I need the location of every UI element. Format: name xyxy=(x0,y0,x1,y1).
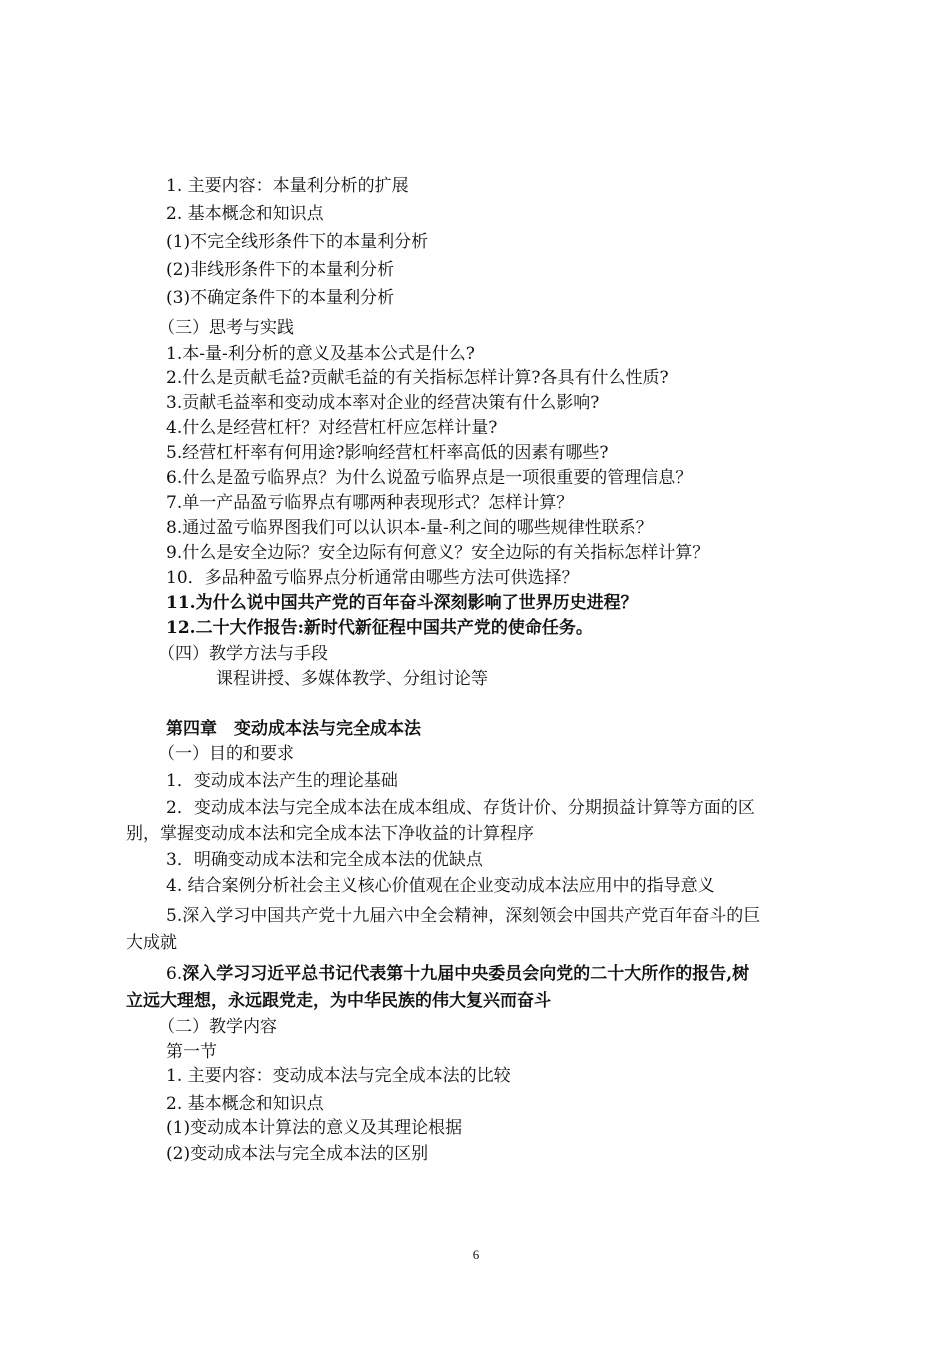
goal-bold-text: 深入学习习近平总书记代表第十九届中央委员会向党的二十大所作的报告,树 xyxy=(182,964,750,984)
main-content-item: 1. 主要内容：本量利分析的扩展 xyxy=(166,176,409,196)
practice-question: 6.什么是盈亏临界点？为什么说盈亏临界点是一项很重要的管理信息？ xyxy=(166,468,693,488)
goal-number: 6. xyxy=(166,964,183,984)
concept-sub-item: (1)不完全线形条件下的本量利分析 xyxy=(166,232,429,252)
methods-content: 课程讲授、多媒体教学、分组讨论等 xyxy=(216,669,488,689)
goal-item: 1．变动成本法产生的理论基础 xyxy=(166,771,398,791)
concepts-item: 2. 基本概念和知识点 xyxy=(166,1094,324,1114)
practice-question: 1.本-量-利分析的意义及基本公式是什么? xyxy=(166,344,475,364)
concept-sub-item: (3)不确定条件下的本量利分析 xyxy=(166,288,395,308)
content-heading: （二）教学内容 xyxy=(158,1017,277,1037)
goal-item-continuation: 立远大理想，永远跟党走，为中华民族的伟大复兴而奋斗 xyxy=(126,991,551,1011)
goals-heading: （一）目的和要求 xyxy=(158,744,294,764)
goal-item-continuation: 大成就 xyxy=(126,933,177,953)
goal-item: 2．变动成本法与完全成本法在成本组成、存货计价、分期损益计算等方面的区 xyxy=(166,798,755,818)
chapter-title: 第四章 变动成本法与完全成本法 xyxy=(166,719,421,739)
practice-question: 4.什么是经营杠杆？对经营杠杆应怎样计量? xyxy=(166,418,498,438)
practice-question: 3.贡献毛益率和变动成本率对企业的经营决策有什么影响? xyxy=(166,393,600,413)
goal-item: 4. 结合案例分析社会主义核心价值观在企业变动成本法应用中的指导意义 xyxy=(166,876,715,896)
practice-question: 5.经营杠杆率有何用途?影响经营杠杆率高低的因素有哪些? xyxy=(166,443,609,463)
main-content-item: 1. 主要内容：变动成本法与完全成本法的比较 xyxy=(166,1066,511,1086)
section-heading: 第一节 xyxy=(166,1042,217,1062)
practice-question: 11.为什么说中国共产党的百年奋斗深刻影响了世界历史进程？ xyxy=(166,593,638,613)
concept-sub-item: (2)变动成本法与完全成本法的区别 xyxy=(166,1144,429,1164)
practice-heading: （三）思考与实践 xyxy=(158,318,294,338)
concept-sub-item: (2)非线形条件下的本量利分析 xyxy=(166,260,395,280)
practice-question: 7.单一产品盈亏临界点有哪两种表现形式？怎样计算？ xyxy=(166,493,574,513)
goal-item: 5.深入学习中国共产党十九届六中全会精神，深刻领会中国共产党百年奋斗的巨 xyxy=(166,906,761,926)
practice-question: 9.什么是安全边际？安全边际有何意义？安全边际的有关指标怎样计算？ xyxy=(166,543,710,563)
goal-item: 3．明确变动成本法和完全成本法的优缺点 xyxy=(166,850,483,870)
practice-question: 8.通过盈亏临界图我们可以认识本-量-利之间的哪些规律性联系？ xyxy=(166,518,653,538)
goal-item-continuation: 别，掌握变动成本法和完全成本法下净收益的计算程序 xyxy=(126,824,534,844)
practice-question: 10．多品种盈亏临界点分析通常由哪些方法可供选择？ xyxy=(166,568,579,588)
concept-sub-item: (1)变动成本计算法的意义及其理论根据 xyxy=(166,1118,463,1138)
concepts-item: 2. 基本概念和知识点 xyxy=(166,204,324,224)
methods-heading: （四）教学方法与手段 xyxy=(158,644,328,664)
page-number: 6 xyxy=(472,1247,480,1262)
goal-item xyxy=(166,963,749,985)
practice-question: 12.二十大作报告:新时代新征程中国共产党的使命任务。 xyxy=(166,618,593,638)
practice-question: 2.什么是贡献毛益?贡献毛益的有关指标怎样计算?各具有什么性质? xyxy=(166,368,669,388)
